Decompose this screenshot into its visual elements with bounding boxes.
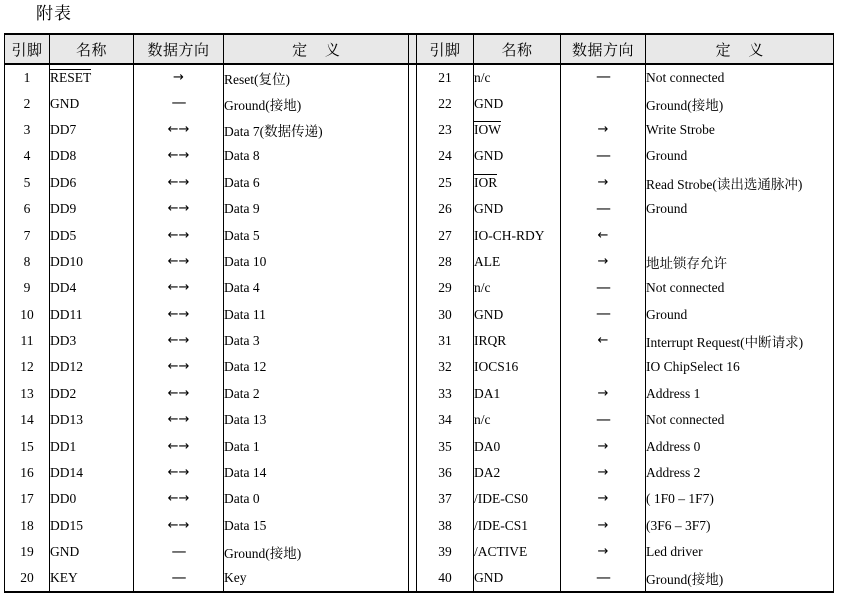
cell-direction-left: ←→: [134, 486, 224, 512]
cell-definition-right: (3F6 – 3F7): [646, 513, 834, 539]
cell-name-left: DD12: [50, 354, 134, 380]
header-direction-left: 数据方向: [134, 34, 224, 64]
cell-direction-left: —: [134, 565, 224, 591]
cell-pin-left: 6: [5, 196, 50, 222]
cell-pin-right: 31: [417, 328, 474, 354]
table-row: [5, 407, 834, 433]
table-row: [5, 539, 834, 565]
cell-pin-right: 32: [417, 354, 474, 380]
cell-definition-left: Data 0: [224, 491, 260, 507]
cell-definition-right: Not connected: [646, 275, 834, 301]
cell-name-right: GND: [474, 143, 561, 169]
cell-pin-left: 2: [5, 90, 50, 116]
center-divider: [409, 513, 417, 539]
header-name-left: 名称: [50, 34, 134, 64]
table-row: [5, 222, 834, 248]
cell-pin-right: 27: [417, 222, 474, 248]
cell-direction-left: ←→: [134, 222, 224, 248]
table-row: [5, 302, 834, 328]
center-divider: [409, 328, 417, 354]
cell-direction-left: ←→: [134, 249, 224, 275]
table-row: [5, 328, 834, 354]
cell-pin-left: 8: [5, 249, 50, 275]
cell-definition-left: Data 9: [224, 201, 260, 217]
cell-pin-left: 18: [5, 513, 50, 539]
cell-pin-left: 16: [5, 460, 50, 486]
center-divider: [409, 34, 417, 64]
cell-definition-left: Data 7(数据传递): [224, 123, 323, 139]
cell-pin-left: 9: [5, 275, 50, 301]
cell-pin-right: 22: [417, 90, 474, 116]
cell-direction-right: —: [561, 407, 646, 433]
center-divider: [409, 460, 417, 486]
cell-direction-right: —: [561, 275, 646, 301]
center-divider: [409, 354, 417, 380]
cell-pin-right: 30: [417, 302, 474, 328]
cell-pin-right: 28: [417, 249, 474, 275]
cell-definition-left: Data 5: [224, 227, 260, 243]
cell-pin-left: 4: [5, 143, 50, 169]
cell-name-left: DD11: [50, 302, 134, 328]
cell-pin-right: 33: [417, 381, 474, 407]
cell-definition-left: Data 12: [224, 359, 267, 375]
cell-direction-left: ←→: [134, 433, 224, 459]
cell-pin-right: 26: [417, 196, 474, 222]
center-divider: [409, 302, 417, 328]
page-title: 附表: [36, 4, 72, 23]
cell-pin-left: 11: [5, 328, 50, 354]
cell-definition-right: Interrupt Request(中断请求): [646, 328, 834, 354]
cell-definition-right: Ground: [646, 196, 834, 222]
cell-definition-right: Not connected: [646, 64, 834, 90]
table-body: [5, 64, 834, 592]
cell-pin-right: 29: [417, 275, 474, 301]
cell-name-right: IOR: [474, 170, 561, 196]
cell-pin-right: 34: [417, 407, 474, 433]
cell-pin-left: 20: [5, 565, 50, 591]
cell-direction-left: ←→: [134, 328, 224, 354]
cell-pin-right: 23: [417, 117, 474, 143]
table-row: [5, 196, 834, 222]
center-divider: [409, 90, 417, 116]
center-divider: [409, 407, 417, 433]
cell-direction-left: ←→: [134, 381, 224, 407]
cell-pin-right: 36: [417, 460, 474, 486]
cell-definition-left: Data 3: [224, 333, 260, 349]
cell-definition-left: Data 15: [224, 517, 267, 533]
cell-pin-right: 24: [417, 143, 474, 169]
cell-name-right: GND: [474, 90, 561, 116]
cell-name-right: GND: [474, 565, 561, 591]
cell-name-left: RESET: [50, 64, 134, 90]
pinout-table: [4, 33, 834, 593]
cell-direction-right: →: [561, 433, 646, 459]
cell-name-left: DD1: [50, 433, 134, 459]
cell-definition-right: Not connected: [646, 407, 834, 433]
cell-definition-left: Data 14: [224, 465, 267, 481]
table-row: [5, 460, 834, 486]
cell-definition-right: ( 1F0 – 1F7): [646, 486, 834, 512]
cell-name-right: DA2: [474, 460, 561, 486]
center-divider: [409, 565, 417, 591]
cell-pin-right: 25: [417, 170, 474, 196]
cell-name-right: /ACTIVE: [474, 539, 561, 565]
cell-direction-right: ←: [561, 328, 646, 354]
cell-name-left: DD14: [50, 460, 134, 486]
cell-name-right: IOW: [474, 117, 561, 143]
cell-direction-right: →: [561, 381, 646, 407]
cell-definition-left: Data 2: [224, 385, 260, 401]
cell-direction-left: ←→: [134, 302, 224, 328]
cell-direction-left: ←→: [134, 143, 224, 169]
header-direction-right: 数据方向: [561, 34, 646, 64]
center-divider: [409, 196, 417, 222]
cell-name-left: DD15: [50, 513, 134, 539]
cell-name-left: GND: [50, 90, 134, 116]
cell-definition-right: Ground: [646, 143, 834, 169]
cell-name-right: DA1: [474, 381, 561, 407]
cell-direction-right: —: [561, 64, 646, 90]
cell-name-right: DA0: [474, 433, 561, 459]
cell-definition-right: Ground: [646, 302, 834, 328]
cell-definition-right: Address 0: [646, 433, 834, 459]
cell-name-right: /IDE-CS1: [474, 513, 561, 539]
cell-direction-left: ←→: [134, 513, 224, 539]
cell-pin-right: 39: [417, 539, 474, 565]
cell-pin-left: 7: [5, 222, 50, 248]
cell-definition-left: Data 10: [224, 253, 267, 269]
cell-direction-right: [561, 354, 646, 380]
cell-name-right: IOCS16: [474, 354, 561, 380]
cell-pin-left: 15: [5, 433, 50, 459]
table-row: [5, 64, 834, 90]
table-row: [5, 354, 834, 380]
cell-definition-left: Data 4: [224, 280, 260, 296]
center-divider: [409, 539, 417, 565]
cell-definition-left: Data 1: [224, 438, 260, 454]
cell-definition-left: Ground(接地): [224, 97, 302, 113]
cell-definition-left: Key: [224, 565, 409, 591]
cell-direction-left: ←→: [134, 196, 224, 222]
table-row: [5, 143, 834, 169]
table-row: [5, 433, 834, 459]
center-divider: [409, 249, 417, 275]
cell-name-left: DD8: [50, 143, 134, 169]
center-divider: [409, 222, 417, 248]
cell-name-right: n/c: [474, 64, 561, 90]
cell-direction-right: —: [561, 565, 646, 591]
cell-name-left: DD3: [50, 328, 134, 354]
cell-pin-left: 1: [5, 64, 50, 90]
cell-name-right: IO-CH-RDY: [474, 222, 561, 248]
center-divider: [409, 143, 417, 169]
cell-direction-right: ←: [561, 222, 646, 248]
cell-pin-left: 3: [5, 117, 50, 143]
cell-name-left: DD0: [50, 486, 134, 512]
table-row: [5, 513, 834, 539]
cell-pin-left: 13: [5, 381, 50, 407]
cell-pin-left: 19: [5, 539, 50, 565]
table-row: [5, 90, 834, 116]
cell-definition-right: IO ChipSelect 16: [646, 354, 834, 380]
cell-definition-left: Data 6: [224, 174, 260, 190]
table-row: [5, 565, 834, 591]
cell-direction-left: ←→: [134, 170, 224, 196]
cell-direction-left: ←→: [134, 407, 224, 433]
cell-pin-right: 40: [417, 565, 474, 591]
cell-name-right: n/c: [474, 407, 561, 433]
cell-definition-right: Ground(接地): [646, 565, 834, 591]
cell-definition-right: Write Strobe: [646, 117, 834, 143]
cell-direction-right: →: [561, 117, 646, 143]
cell-pin-right: 37: [417, 486, 474, 512]
cell-direction-left: —: [134, 539, 224, 565]
cell-definition-right: Address 1: [646, 381, 834, 407]
cell-direction-right: →: [561, 460, 646, 486]
cell-direction-left: ←→: [134, 460, 224, 486]
table-row: [5, 249, 834, 275]
cell-pin-right: 21: [417, 64, 474, 90]
cell-direction-right: —: [561, 196, 646, 222]
header-name-right: 名称: [474, 34, 561, 64]
center-divider: [409, 64, 417, 90]
cell-direction-left: ←→: [134, 117, 224, 143]
cell-direction-left: ←→: [134, 275, 224, 301]
table-header: [5, 34, 834, 64]
center-divider: [409, 433, 417, 459]
cell-direction-right: [561, 90, 646, 116]
cell-pin-left: 10: [5, 302, 50, 328]
header-pin-right: 引脚: [417, 34, 474, 64]
cell-direction-right: →: [561, 170, 646, 196]
cell-definition-left: Reset(复位): [224, 71, 290, 87]
cell-definition-right: Led driver: [646, 539, 834, 565]
cell-direction-left: —: [134, 90, 224, 116]
cell-name-right: GND: [474, 196, 561, 222]
cell-direction-left: →: [134, 64, 224, 90]
cell-name-left: DD9: [50, 196, 134, 222]
cell-name-right: n/c: [474, 275, 561, 301]
cell-name-left: DD6: [50, 170, 134, 196]
header-definition-left: 定 义: [224, 34, 409, 64]
cell-definition-left: Data 13: [224, 412, 267, 428]
cell-direction-right: —: [561, 302, 646, 328]
cell-pin-right: 38: [417, 513, 474, 539]
cell-name-left: DD10: [50, 249, 134, 275]
cell-definition-right: Ground(接地): [646, 90, 834, 116]
cell-pin-right: 35: [417, 433, 474, 459]
center-divider: [409, 486, 417, 512]
table-row: [5, 381, 834, 407]
cell-name-left: DD7: [50, 117, 134, 143]
cell-direction-right: →: [561, 249, 646, 275]
cell-name-right: IRQR: [474, 328, 561, 354]
cell-pin-left: 12: [5, 354, 50, 380]
cell-name-left: KEY: [50, 565, 134, 591]
cell-pin-left: 17: [5, 486, 50, 512]
cell-definition-left: Ground(接地): [224, 546, 302, 562]
center-divider: [409, 117, 417, 143]
cell-name-left: DD13: [50, 407, 134, 433]
cell-name-right: /IDE-CS0: [474, 486, 561, 512]
cell-name-right: ALE: [474, 249, 561, 275]
cell-definition-right: [646, 222, 834, 248]
cell-pin-left: 14: [5, 407, 50, 433]
center-divider: [409, 381, 417, 407]
cell-direction-right: →: [561, 513, 646, 539]
table-row: [5, 170, 834, 196]
center-divider: [409, 275, 417, 301]
cell-definition-right: Read Strobe(读出选通脉冲): [646, 170, 834, 196]
header-definition-right: 定 义: [646, 34, 834, 64]
cell-definition-left: Data 8: [224, 148, 260, 164]
cell-pin-left: 5: [5, 170, 50, 196]
cell-name-left: DD4: [50, 275, 134, 301]
center-divider: [409, 170, 417, 196]
header-row: [5, 34, 834, 64]
cell-definition-right: 地址锁存允许: [646, 249, 834, 275]
table-row: [5, 486, 834, 512]
header-pin-left: 引脚: [5, 34, 50, 64]
cell-name-left: DD2: [50, 381, 134, 407]
cell-name-right: GND: [474, 302, 561, 328]
cell-definition-left: Data 11: [224, 306, 266, 322]
cell-name-left: DD5: [50, 222, 134, 248]
cell-name-left: GND: [50, 539, 134, 565]
cell-direction-left: ←→: [134, 354, 224, 380]
cell-direction-right: →: [561, 539, 646, 565]
cell-direction-right: →: [561, 486, 646, 512]
cell-direction-right: —: [561, 143, 646, 169]
table-row: [5, 275, 834, 301]
cell-definition-right: Address 2: [646, 460, 834, 486]
table-row: [5, 117, 834, 143]
